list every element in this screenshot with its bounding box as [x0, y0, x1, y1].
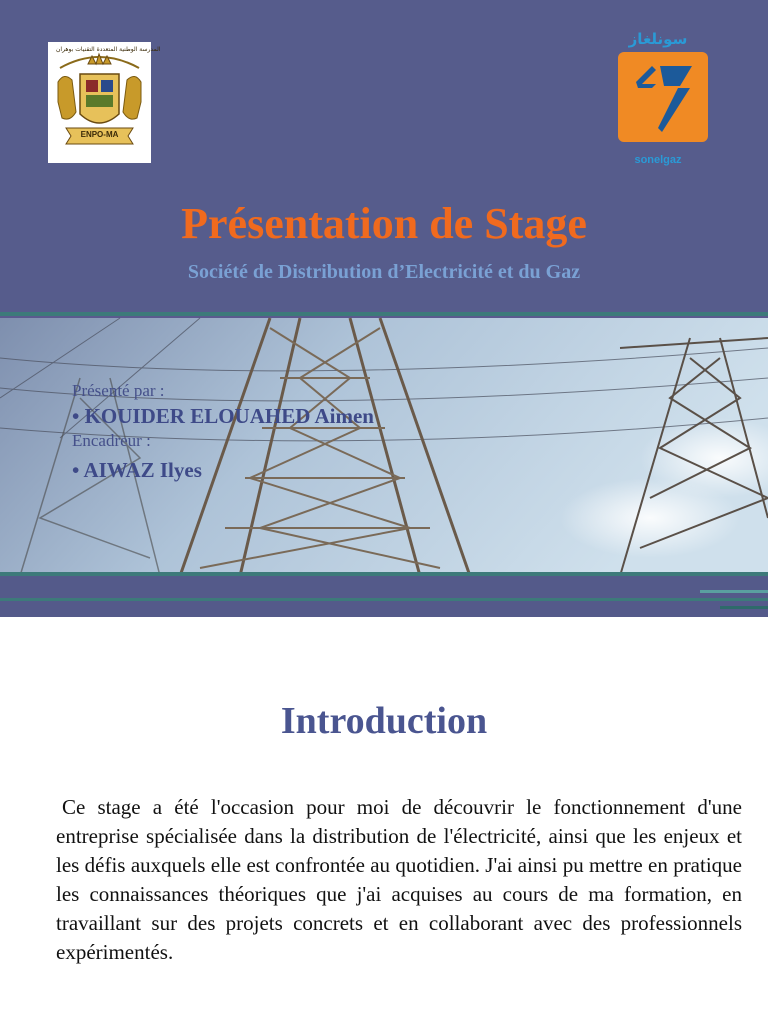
introduction-title: Introduction: [280, 700, 488, 742]
sonelgaz-logo: [608, 30, 708, 170]
supervisor-label: Encadreur :: [72, 431, 151, 450]
slide-subtitle: Société de Distribution d’Electricité et du Gaz: [187, 261, 581, 283]
divider-stripe: [700, 590, 768, 593]
presenter-name: • KOUIDER ELOUAHED Aimen: [72, 404, 374, 428]
sonelgaz-arabic-text: سونلغاز: [628, 30, 688, 48]
introduction-slide: [0, 617, 768, 1024]
divider-stripe: [0, 598, 768, 601]
slide-title: Présentation de Stage: [181, 199, 587, 248]
slide-footer: [0, 576, 768, 617]
school-emblem-icon: [48, 42, 161, 163]
school-logo: [48, 42, 161, 163]
divider-stripe: [720, 606, 768, 609]
divider-stripe: [0, 312, 768, 316]
sonelgaz-logo-icon: [618, 52, 708, 142]
school-logo-arabic: المدرسة الوطنية المتعددة التقنيات بوهران: [56, 46, 161, 53]
sonelgaz-logo-name: sonelgaz: [634, 154, 682, 166]
introduction-body: Ce stage a été l'occasion pour moi de découvrir le fonctionnement d'une entreprise spécialisée dans la distribution de l'électricité, ainsi que les enjeux et les défis auxquels elle est confrontée au quotidien. J'ai ainsi pu mettre en pratique les connaissances théoriques que j'ai acquises au cours de ma formation, en travaillant sur des projets concrets et en collaborant avec des professionnels expérimentés.: [56, 795, 742, 964]
supervisor-name: • AIWAZ Ilyes: [72, 458, 202, 482]
presented-by-label: Présenté par :: [72, 381, 165, 400]
school-logo-caption: ENPO-MA: [80, 130, 119, 139]
presenter-block: [72, 380, 492, 484]
